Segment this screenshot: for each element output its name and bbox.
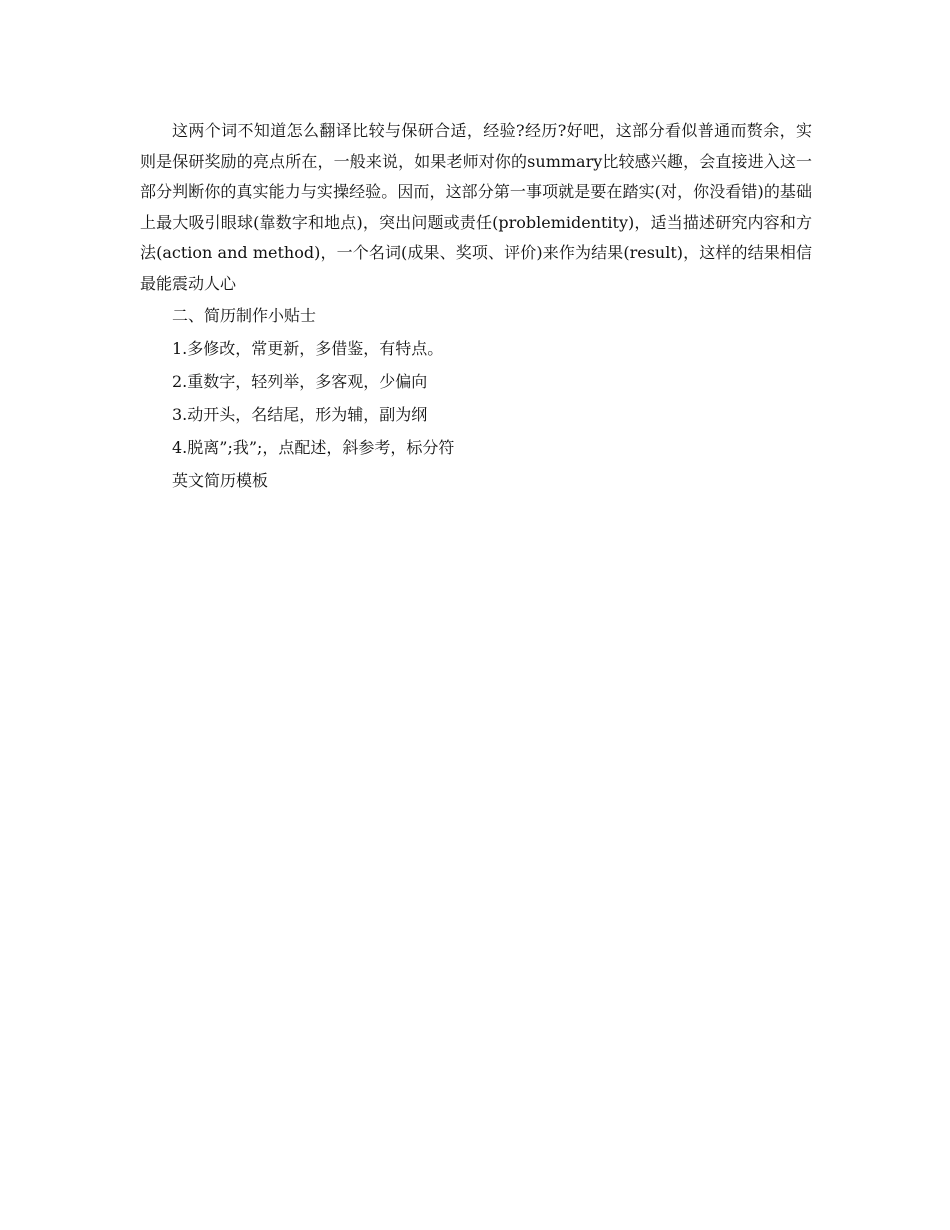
closing-line: 英文简历模板 [172, 471, 269, 490]
tip-item-4: 4.脱离”;我”;，点配述，斜参考，标分符 [172, 438, 455, 457]
tip-item-3: 3.动开头，名结尾，形为辅，副为纲 [172, 405, 428, 424]
tip-item-1: 1.多修改，常更新，多借鉴，有特点。 [172, 339, 444, 358]
body-paragraph: 这两个词不知道怎么翻译比较与保研合适，经验?经历?好吧，这部分看似普通而赘余，实则是保研奖励的亮点所在，一般来说，如果老师对你的summary比较感兴趣，会直接进入这一部分判断你的真实能力与实操经验。因而，这部分第一事项就是要在踏实(对，你没看错)的基础上最大吸引眼球(靠数字和地点)，突出问题或责任(problemidentity)，适当描述研究内容和方法(action and method)，一个名词(成果、奖项、评价)来作为结果(result)，这样的结果相信最能震动人心 [140, 121, 812, 293]
section-heading: 二、简历制作小贴士 [172, 306, 317, 325]
tip-item-2: 2.重数字，轻列举，多客观，少偏向 [172, 372, 428, 391]
document-body [140, 116, 812, 497]
